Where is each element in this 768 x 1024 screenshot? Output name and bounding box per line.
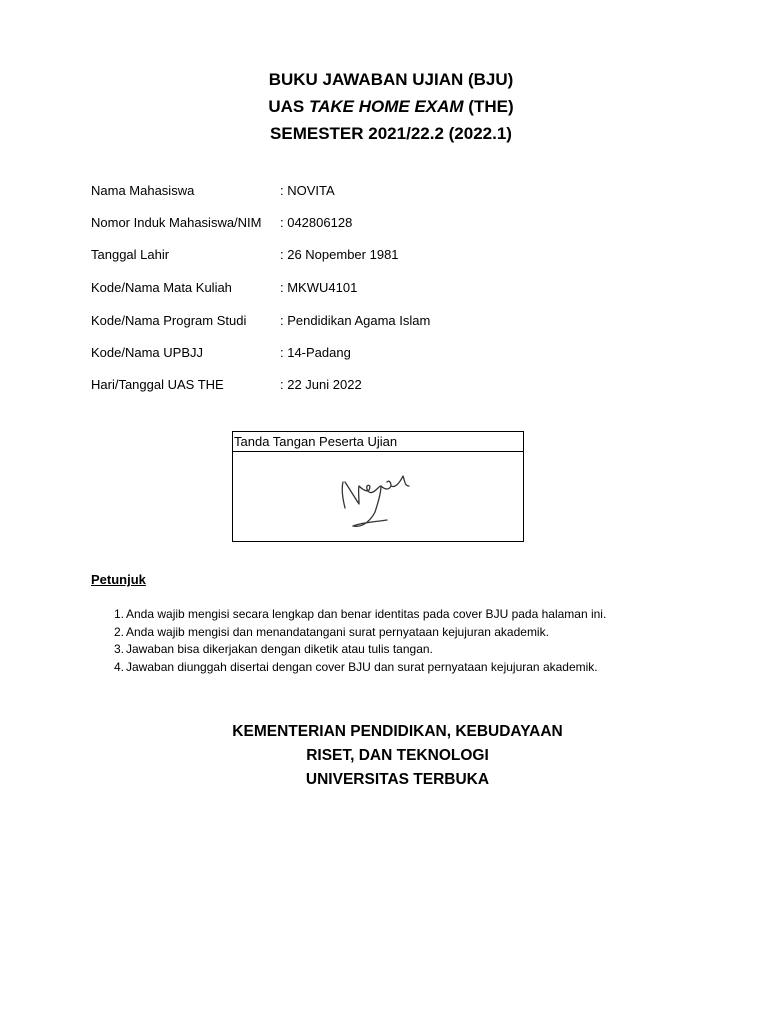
identity-value-upbjj: : 14-Padang	[280, 345, 351, 360]
instruction-item	[114, 659, 606, 677]
signature-label: Tanda Tangan Peserta Ujian	[233, 432, 523, 452]
institution-line-3: UNIVERSITAS TERBUKA	[305, 771, 490, 788]
title-line-2	[0, 93, 768, 120]
instruction-number: 1.	[114, 607, 125, 621]
title-line-2-prefix: UAS	[268, 97, 309, 116]
document-title	[0, 66, 768, 147]
instruction-item	[114, 606, 606, 624]
instruction-number: 2.	[114, 624, 125, 639]
title-line-2-suffix: (THE)	[463, 97, 514, 116]
institution-block	[0, 720, 768, 792]
title-line-2-italic: TAKE HOME EXAM	[309, 97, 464, 116]
identity-label-nim: Nomor Induk Mahasiswa/NIM	[91, 215, 262, 230]
instruction-number: 3.	[114, 642, 125, 656]
identity-value-course: : MKWU4101	[280, 280, 358, 295]
instruction-number: 4.	[114, 659, 125, 674]
identity-value-exam-date: : 22 Juni 2022	[280, 377, 362, 392]
institution-line-1: KEMENTERIAN PENDIDIKAN, KEBUDAYAAN	[232, 723, 563, 740]
instructions-list	[114, 606, 606, 676]
instruction-item	[114, 641, 606, 659]
title-line-3: SEMESTER 2021/22.2 (2022.1)	[270, 124, 512, 143]
identity-value-birthdate: : 26 Nopember 1981	[280, 247, 399, 262]
instructions-title: Petunjuk	[91, 572, 146, 587]
instruction-text: Anda wajib mengisi secara lengkap dan benar identitas pada cover BJU pada halaman ini.	[126, 607, 607, 621]
identity-value-program: : Pendidikan Agama Islam	[280, 313, 431, 328]
instruction-text: Jawaban diunggah disertai dengan cover BJU dan surat pernyataan kejujuran akademik.	[126, 659, 598, 674]
institution-line-2: RISET, DAN TEKNOLOGI	[306, 747, 489, 764]
identity-value-name: : NOVITA	[280, 183, 335, 198]
instruction-text: Anda wajib mengisi dan menandatangani surat pernyataan kejujuran akademik.	[126, 624, 549, 639]
identity-value-nim: : 042806128	[280, 215, 353, 230]
signature-box	[232, 431, 524, 542]
identity-label-birthdate: Tanggal Lahir	[91, 247, 170, 262]
identity-label-exam-date: Hari/Tanggal UAS THE	[91, 377, 224, 392]
identity-label-program: Kode/Nama Program Studi	[91, 313, 247, 328]
identity-label-upbjj: Kode/Nama UPBJJ	[91, 345, 203, 360]
signature-image	[329, 460, 419, 532]
title-line-1: BUKU JAWABAN UJIAN (BJU)	[268, 70, 514, 89]
identity-label-name: Nama Mahasiswa	[91, 183, 195, 198]
signature-area	[233, 452, 523, 542]
identity-label-course: Kode/Nama Mata Kuliah	[91, 280, 232, 295]
instruction-text: Jawaban bisa dikerjakan dengan diketik atau tulis tangan.	[126, 642, 433, 656]
instruction-item	[114, 624, 606, 642]
